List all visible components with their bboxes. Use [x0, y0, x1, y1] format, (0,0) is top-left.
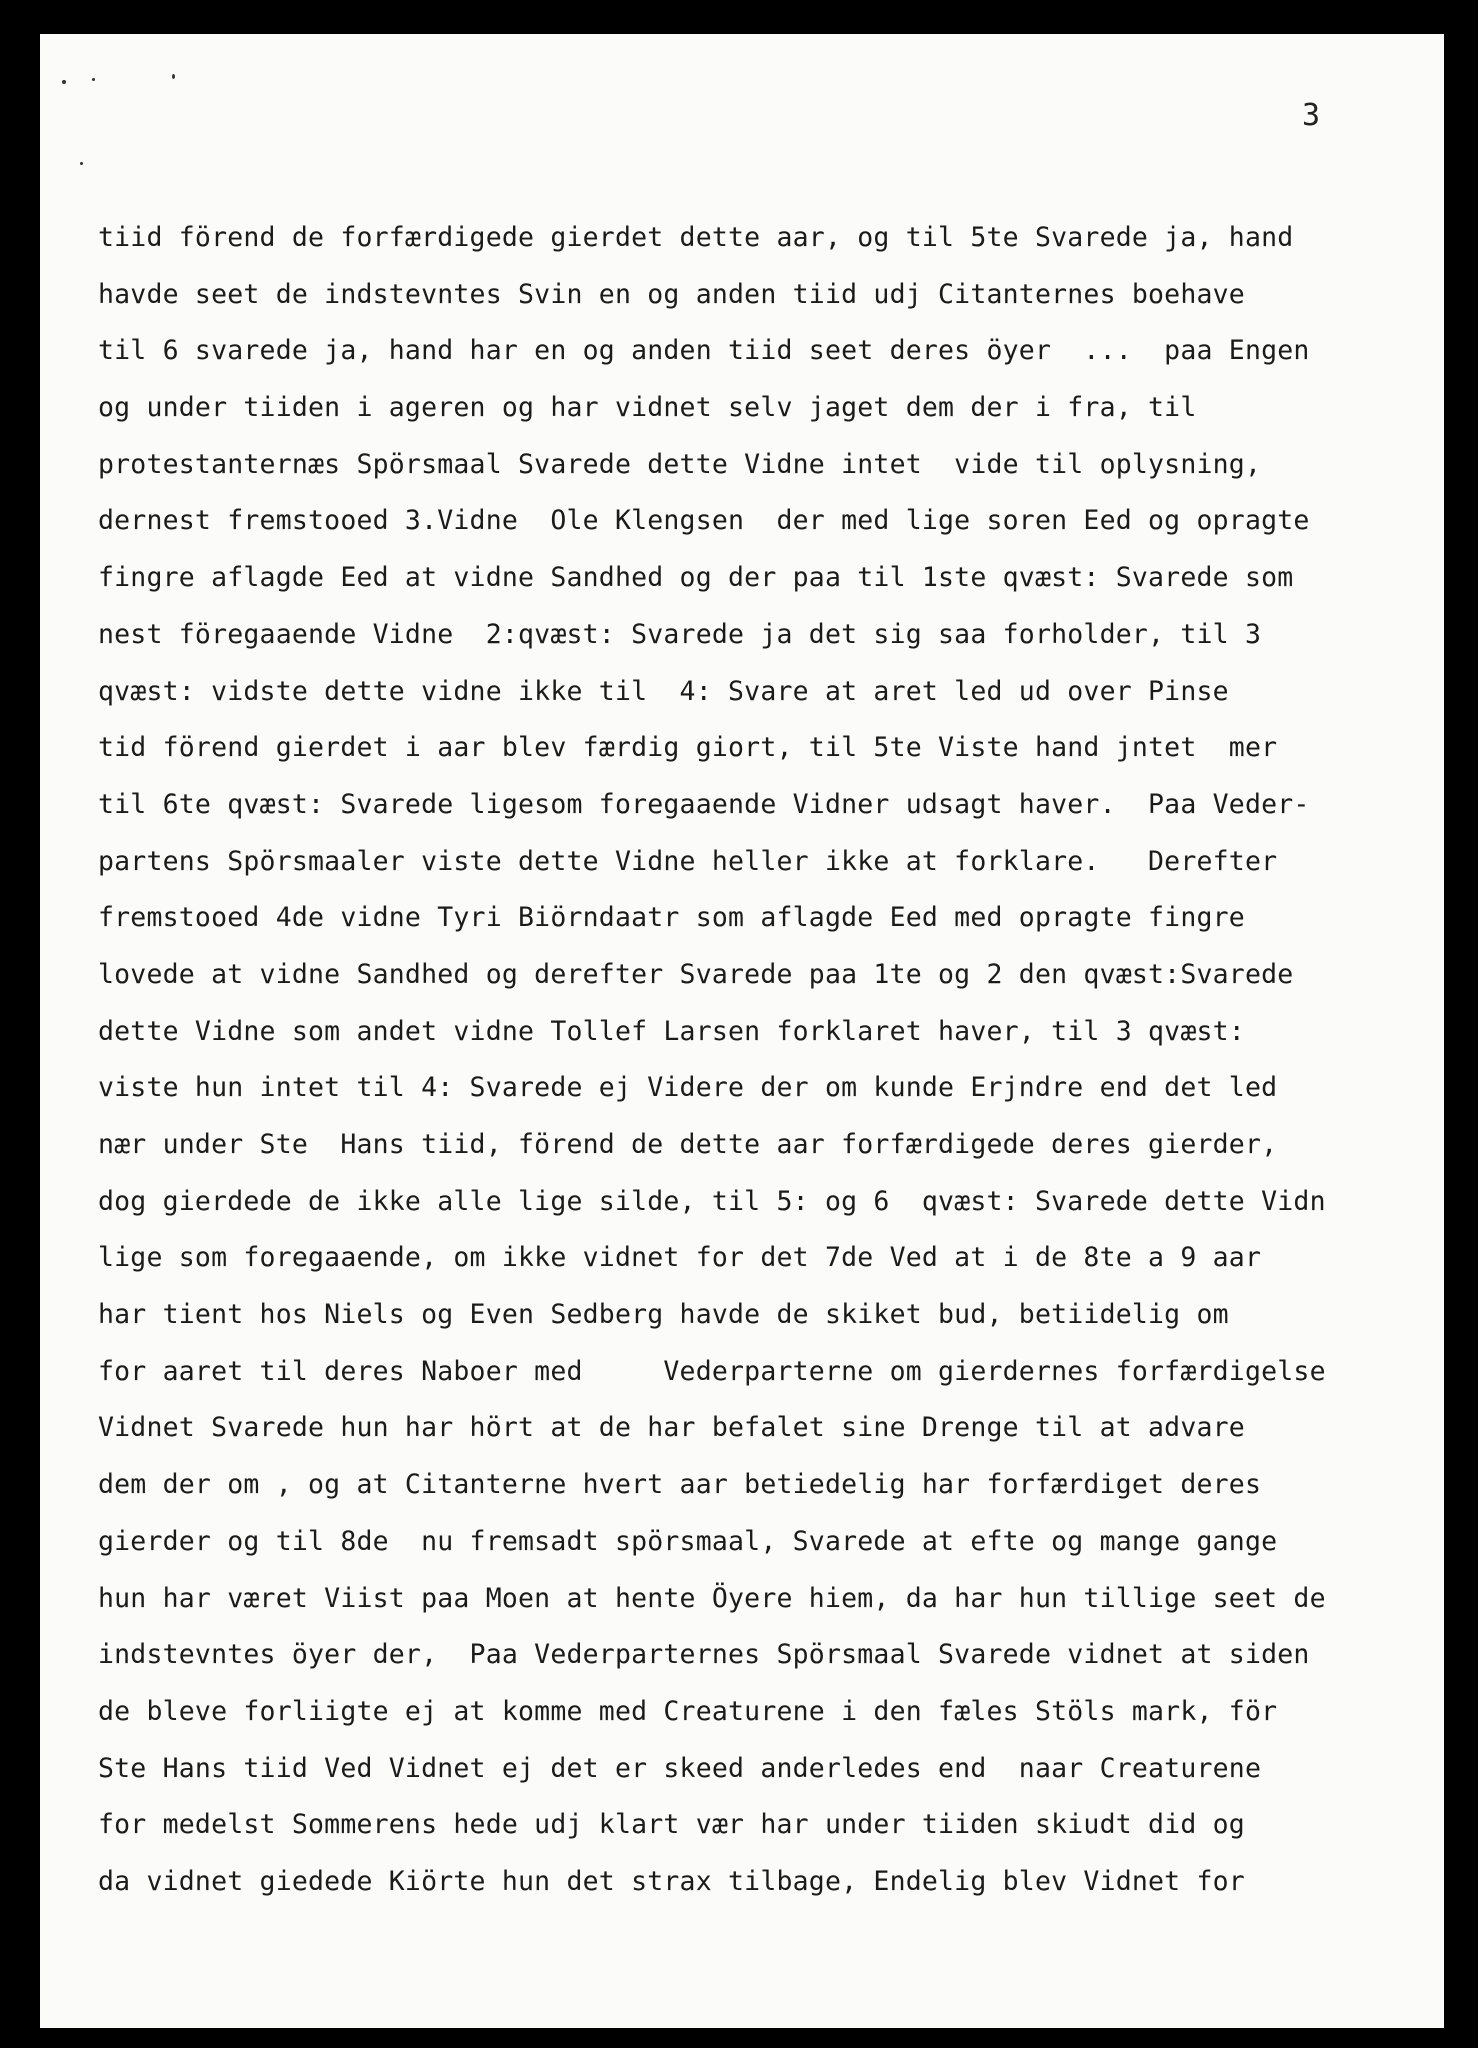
- text-line: nær under Ste Hans tiid, förend de dette aar forfærdigede deres gierder,: [98, 1129, 1278, 1160]
- text-line: tiid förend de forfærdigede gierdet dette aar, og til 5te Svarede ja, hand: [98, 222, 1294, 253]
- text-line: dette Vidne som andet vidne Tollef Larsen forklaret haver, til 3 qvæst:: [98, 1015, 1245, 1047]
- text-line: viste hun intet til 4: Svarede ej Videre der om kunde Erjndre end det led: [98, 1072, 1278, 1104]
- ink-speck: [80, 162, 83, 165]
- text-line: partens Spörsmaaler viste dette Vidne heller ikke at forklare. Derefter: [98, 845, 1278, 877]
- text-line: for aaret til deres Naboer med Vederparterne om gierdernes forfærdigelse: [98, 1355, 1326, 1387]
- text-line: lige som foregaaende, om ikke vidnet for det 7de Ved at i de 8te a 9 aar: [98, 1242, 1262, 1274]
- text-line: tid förend gierdet i aar blev færdig giort, til 5te Viste hand jntet mer: [98, 732, 1278, 764]
- document-body: [98, 210, 1408, 1911]
- text-line: Vidnet Svarede hun har hört at de har befalet sine Drenge til at advare: [98, 1412, 1245, 1444]
- text-line: og under tiiden i ageren og har vidnet selv jaget dem der i fra, til: [98, 392, 1197, 424]
- text-line: gierder og til 8de nu fremsadt spörsmaal, Svarede at efte og mange gange: [98, 1525, 1278, 1557]
- text-line: da vidnet giedede Kiörte hun det strax tilbage, Endelig blev Vidnet for: [98, 1865, 1245, 1897]
- text-line: dog gierdede de ikke alle lige silde, til 5: og 6 qvæst: Svarede dette Vidn: [98, 1185, 1326, 1217]
- ink-speck: [62, 80, 66, 84]
- text-line: havde seet de indstevntes Svin en og anden tiid udj Citanternes boehave: [98, 278, 1245, 310]
- text-line: hun har været Viist paa Moen at hente Öyere hiem, da har hun tillige seet de: [98, 1582, 1326, 1614]
- text-line: nest föregaaende Vidne 2:qvæst: Svarede ja det sig saa forholder, til 3: [98, 618, 1262, 650]
- text-line: protestanternæs Spörsmaal Svarede dette Vidne intet vide til oplysning,: [98, 448, 1262, 480]
- text-line: til 6te qvæst: Svarede ligesom foregaaende Vidner udsagt haver. Paa Veder-: [98, 788, 1310, 820]
- ink-speck: [172, 74, 175, 79]
- text-line: lovede at vidne Sandhed og derefter Svarede paa 1te og 2 den qvæst:Svarede: [98, 958, 1294, 990]
- text-line: har tient hos Niels og Even Sedberg havde de skiket bud, betiidelig om: [98, 1299, 1229, 1331]
- page-number: 3: [1302, 98, 1321, 133]
- text-line: fremstooed 4de vidne Tyri Biörndaatr som aflagde Eed med opragte fingre: [98, 902, 1245, 934]
- text-line: indstevntes öyer der, Paa Vederparternes Spörsmaal Svarede vidnet at siden: [98, 1639, 1310, 1671]
- text-line: til 6 svarede ja, hand har en og anden tiid seet deres öyer ... paa Engen: [98, 335, 1310, 367]
- text-line: fingre aflagde Eed at vidne Sandhed og der paa til 1ste qvæst: Svarede som: [98, 562, 1294, 594]
- text-line: Ste Hans tiid Ved Vidnet ej det er skeed anderledes end naar Creaturene: [98, 1752, 1262, 1784]
- text-line: de bleve forliigte ej at komme med Creaturene i den fæles Stöls mark, för: [98, 1695, 1278, 1727]
- text-line: qvæst: vidste dette vidne ikke til 4: Svare at aret led ud over Pinse: [98, 675, 1229, 707]
- ink-speck: [92, 78, 95, 81]
- text-line: for medelst Sommerens hede udj klart vær har under tiiden skiudt did og: [98, 1809, 1245, 1841]
- text-line: dernest fremstooed 3.Vidne Ole Klengsen der med lige soren Eed og opragte: [98, 505, 1310, 537]
- text-line: dem der om , og at Citanterne hvert aar betiedelig har forfærdiget deres: [98, 1469, 1262, 1501]
